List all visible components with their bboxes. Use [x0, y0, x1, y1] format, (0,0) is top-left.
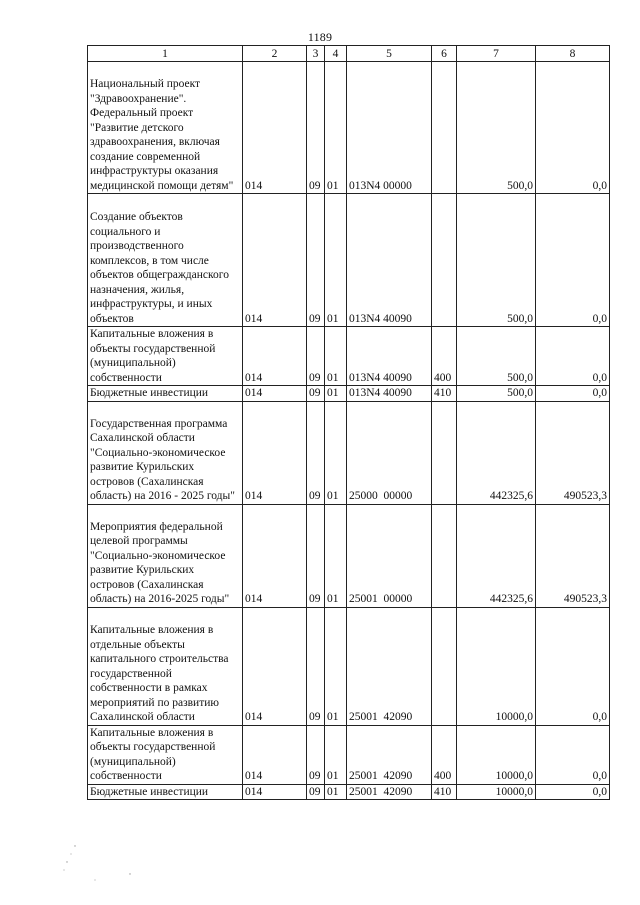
- cell-col3: 09: [307, 607, 325, 725]
- cell-col3: 09: [307, 401, 325, 504]
- cell-col7: 10000,0: [457, 725, 536, 784]
- table-row: [88, 725, 610, 784]
- cell-col6: [432, 194, 457, 327]
- cell-col4: 01: [325, 327, 347, 386]
- cell-col8: 0,0: [536, 725, 610, 784]
- cell-col8: 0,0: [536, 784, 610, 800]
- cell-col2: 014: [243, 725, 307, 784]
- row-name: Капитальные вложения в отдельные объекты капитального строительства государственной собственности в рамках мероприятий по развитию Сахалинской области: [88, 607, 243, 725]
- cell-col4: 01: [325, 504, 347, 607]
- header-row: [88, 46, 610, 62]
- cell-col4: 01: [325, 194, 347, 327]
- table-row: [88, 327, 610, 386]
- row-name: Государственная программа Сахалинской области "Социально-экономическое развитие Курильских островов (Сахалинская область) на 2016 - 2025 годы": [88, 401, 243, 504]
- cell-col5: 25001 42090: [347, 784, 432, 800]
- cell-col4: 01: [325, 401, 347, 504]
- cell-col8: 490523,3: [536, 504, 610, 607]
- cell-col7: 500,0: [457, 386, 536, 402]
- column-header-8: 8: [536, 46, 610, 62]
- cell-col8: 10000,0: [457, 784, 536, 800]
- cell-col2: 014: [243, 327, 307, 386]
- row-name: Бюджетные инвестиции: [88, 784, 243, 800]
- cell-col7: 500,0: [457, 62, 536, 194]
- cell-col3: 09: [307, 327, 325, 386]
- column-header-7: 7: [457, 46, 536, 62]
- cell-col6: [432, 504, 457, 607]
- cell-col6: 410: [432, 386, 457, 402]
- cell-col7: 10000,0: [457, 607, 536, 725]
- cell-col6: 400: [432, 327, 457, 386]
- table-row: [88, 607, 610, 725]
- cell-col8: 0,0: [536, 607, 610, 725]
- cell-col6: [432, 607, 457, 725]
- cell-col6: 410: [432, 784, 457, 800]
- row-name: Капитальные вложения в объекты государственной (муниципальной) собственности: [88, 327, 243, 386]
- cell-col5: 25001 42090: [347, 725, 432, 784]
- cell-col7: 500,0: [457, 194, 536, 327]
- page-number: 1189: [307, 30, 333, 44]
- cell-col4: 01: [325, 725, 347, 784]
- cell-col3: 09: [307, 784, 325, 800]
- cell-col6: [432, 401, 457, 504]
- cell-col8: 0,0: [536, 62, 610, 194]
- column-header-6: 6: [432, 46, 457, 62]
- column-header-3: 3: [307, 46, 325, 62]
- row-name: Мероприятия федеральной целевой программы "Социально-экономическое развитие Курильских островов (Сахалинская область) на 2016-2025 годы": [88, 504, 243, 607]
- cell-col2: 014: [243, 401, 307, 504]
- table-row: [88, 194, 610, 327]
- cell-col5: 25001 00000: [347, 504, 432, 607]
- cell-col5: 013N4 40090: [347, 194, 432, 327]
- cell-col5: 25001 42090: [347, 607, 432, 725]
- cell-col5: 25000 00000: [347, 401, 432, 504]
- cell-col7: 442325,6: [457, 504, 536, 607]
- column-header-2: 2: [243, 46, 307, 62]
- cell-col5: 013N4 40090: [347, 327, 432, 386]
- cell-col4: 01: [325, 784, 347, 800]
- cell-col2: 014: [243, 607, 307, 725]
- column-header-1: 1: [88, 46, 243, 62]
- table-row: [88, 784, 610, 800]
- column-header-5: 5: [347, 46, 432, 62]
- cell-col3: 09: [307, 504, 325, 607]
- cell-col4: 01: [325, 386, 347, 402]
- cell-col2: 014: [243, 62, 307, 194]
- budget-table: [87, 45, 610, 800]
- row-name: Капитальные вложения в объекты государственной (муниципальной) собственности: [88, 725, 243, 784]
- cell-col6: [432, 62, 457, 194]
- cell-col7: 500,0: [457, 327, 536, 386]
- cell-col5: 013N4 40090: [347, 386, 432, 402]
- column-header-4: 4: [325, 46, 347, 62]
- table-row: [88, 504, 610, 607]
- table-row: [88, 386, 610, 402]
- cell-col8: 0,0: [536, 194, 610, 327]
- scan-specks: [55, 838, 145, 888]
- row-name: Национальный проект "Здравоохранение". Федеральный проект "Развитие детского здравоохранения, включая создание современной инфраструктуры оказания медицинской помощи детям": [88, 62, 243, 194]
- cell-col6: 400: [432, 725, 457, 784]
- cell-col2: 014: [243, 504, 307, 607]
- cell-col2: 014: [243, 194, 307, 327]
- cell-col4: 01: [325, 62, 347, 194]
- cell-col7: 442325,6: [457, 401, 536, 504]
- cell-col8: 490523,3: [536, 401, 610, 504]
- cell-col4: 01: [325, 607, 347, 725]
- cell-col3: 09: [307, 62, 325, 194]
- cell-col5: 013N4 00000: [347, 62, 432, 194]
- cell-col2: 014: [243, 784, 307, 800]
- cell-col2: 014: [243, 386, 307, 402]
- cell-col3: 09: [307, 194, 325, 327]
- table-row: [88, 62, 610, 194]
- cell-col3: 09: [307, 725, 325, 784]
- row-name: Создание объектов социального и производственного комплексов, в том числе объектов общегражданского назначения, жилья, инфраструктуры, и иных объектов: [88, 194, 243, 327]
- row-name: Бюджетные инвестиции: [88, 386, 243, 402]
- table-row: [88, 401, 610, 504]
- cell-col8: 0,0: [536, 327, 610, 386]
- cell-col3: 09: [307, 386, 325, 402]
- cell-col8: 0,0: [536, 386, 610, 402]
